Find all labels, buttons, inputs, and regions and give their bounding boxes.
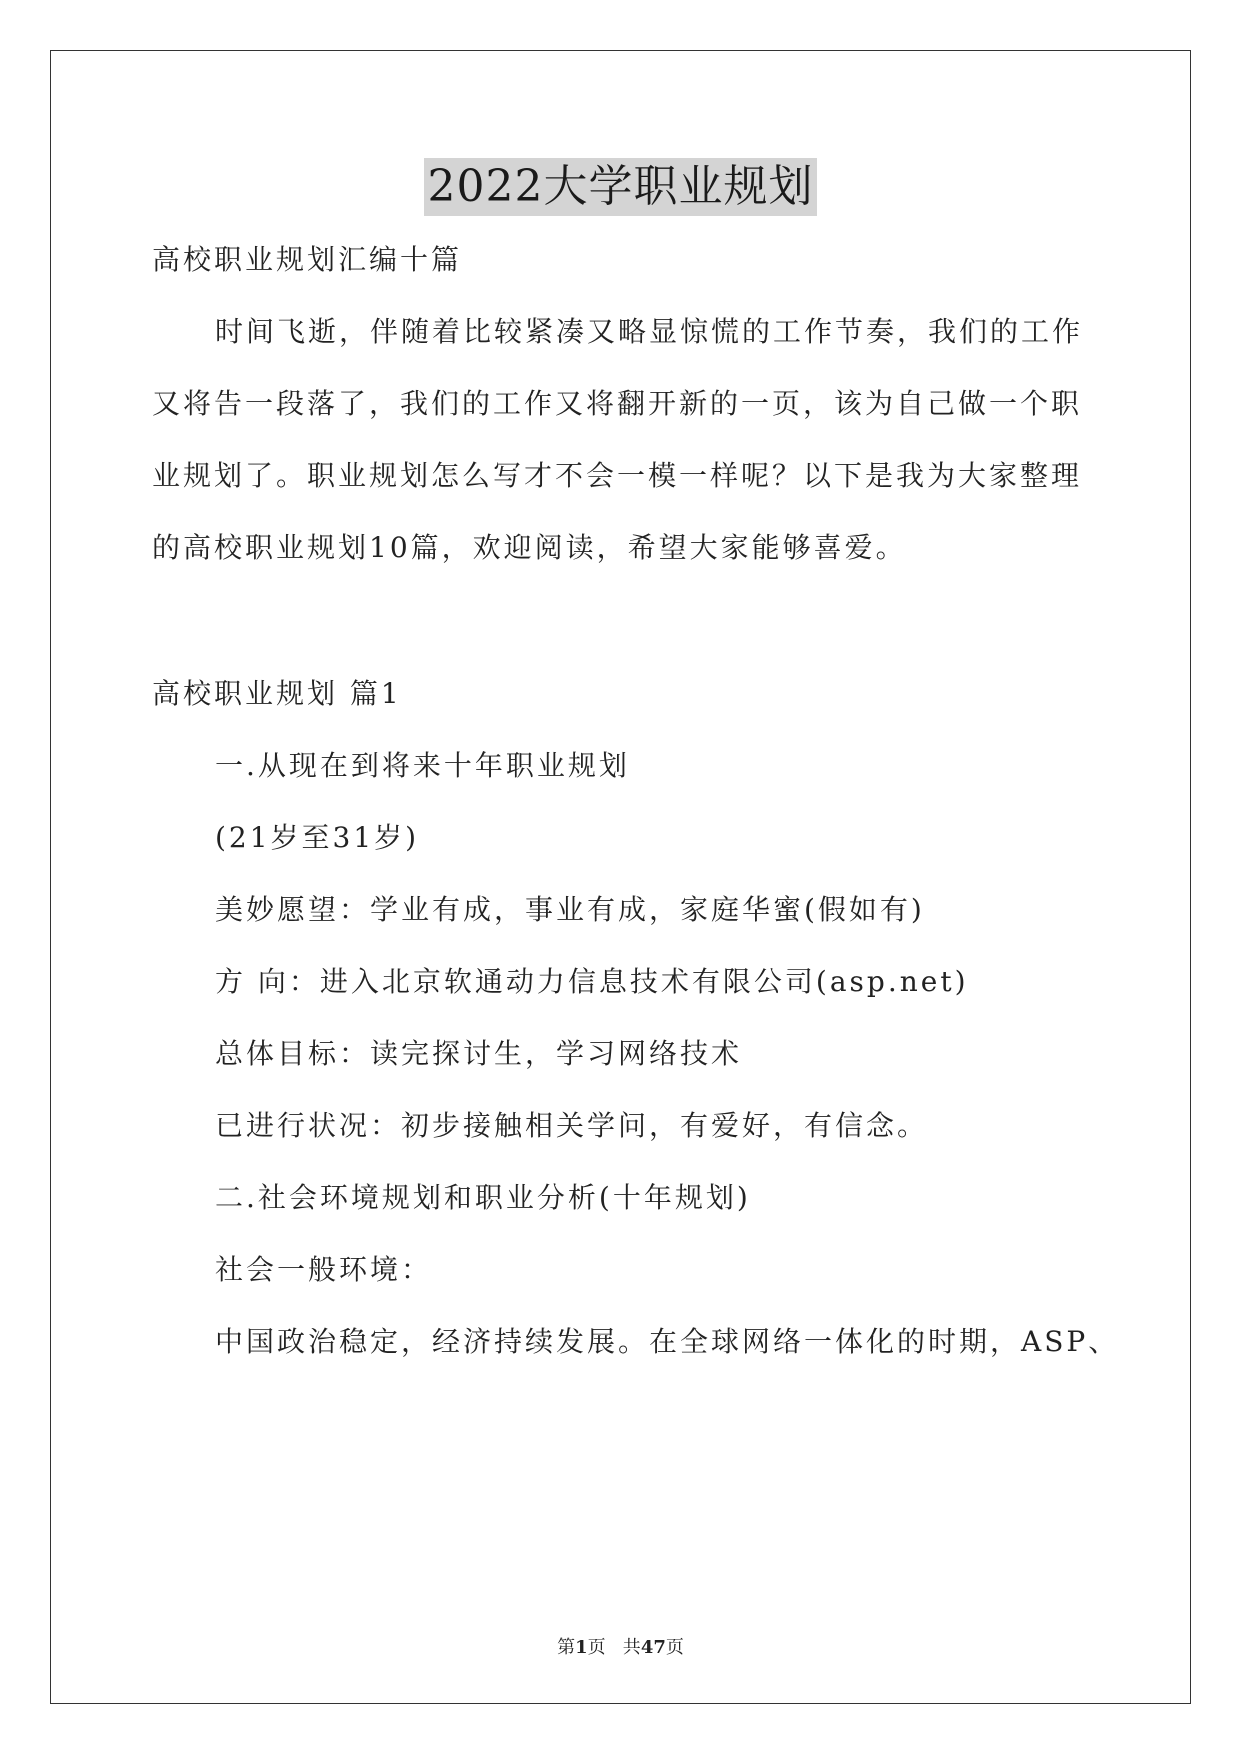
footer-suffix: 页 [665,1637,684,1658]
page-border [50,50,1191,1704]
paragraph-line: 美妙愿望：学业有成，事业有成，家庭华蜜(假如有) [215,893,925,926]
paragraph-line: (21岁至31岁) [215,821,420,854]
paragraph-line: 方 向：进入北京软通动力信息技术有限公司(asp.net) [215,965,969,998]
footer-page-total: 47 [640,1637,666,1658]
paragraph-line: 总体目标：读完探讨生，学习网络技术 [215,1037,743,1070]
paragraph-line: 业规划了。职业规划怎么写才不会一模一样呢？以下是我为大家整理 [152,459,1083,492]
section-heading: 高校职业规划 篇1 [152,677,402,710]
paragraph-line: 中国政治稳定，经济持续发展。在全球网络一体化的时期，ASP、 [215,1325,1120,1358]
footer-prefix: 第 [557,1637,576,1658]
paragraph-line: 时间飞逝，伴随着比较紧凑又略显惊慌的工作节奏，我们的工作 [215,315,1084,348]
footer-page-number: 1 [575,1637,588,1658]
paragraph-line: 社会一般环境： [215,1253,433,1286]
paragraph-line: 的高校职业规划10篇，欢迎阅读，希望大家能够喜爱。 [152,531,907,564]
paragraph-line: 已进行状况：初步接触相关学问，有爱好，有信念。 [215,1109,929,1142]
footer-middle: 页 共 [587,1637,641,1658]
paragraph-line: 又将告一段落了，我们的工作又将翻开新的一页，该为自己做一个职 [152,387,1083,420]
document-title: 2022大学职业规划 [424,158,818,216]
paragraph-line: 二.社会环境规划和职业分析(十年规划) [215,1181,751,1214]
document-subtitle: 高校职业规划汇编十篇 [152,243,463,276]
title-container [0,158,1241,216]
page-footer [0,1636,1241,1660]
paragraph-line: 一.从现在到将来十年职业规划 [215,749,630,782]
